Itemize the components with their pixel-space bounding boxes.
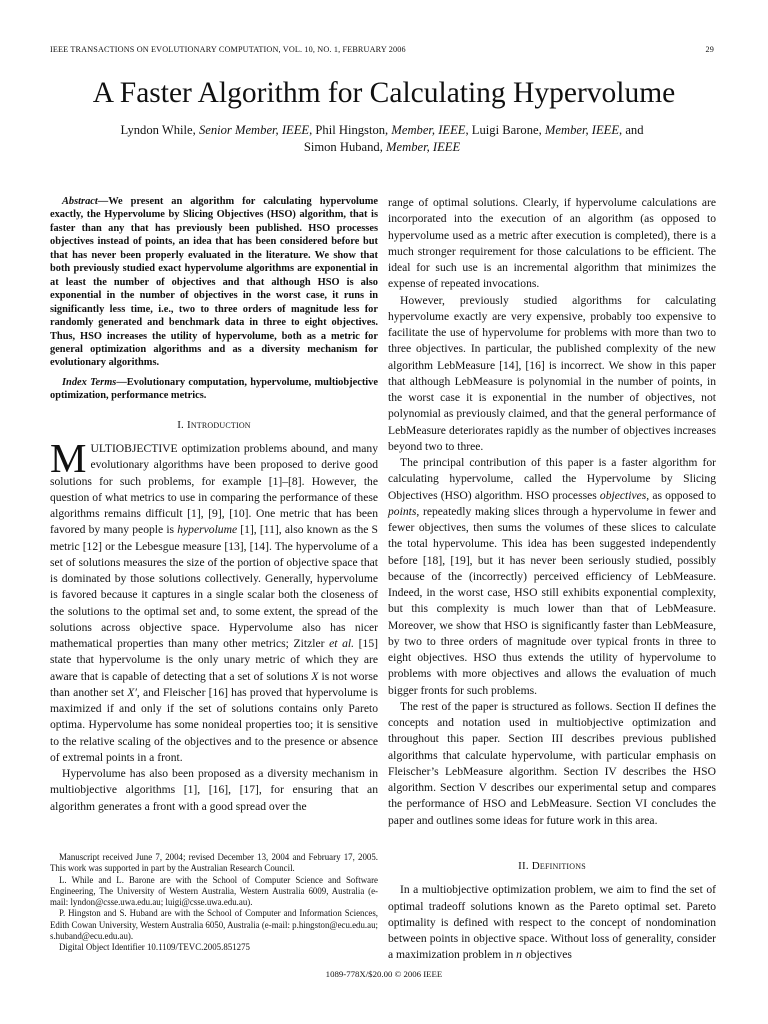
body-paragraph: However, previously studied algorithms for calculating hypervolume exactly are very expensive, probably too expensive to facilitate the use of hypervolume for problems with more than two to three objectives. In particular, the published complexity of the new algorithm LebMeasure [14], [16] is incorrect. We show in this paper that although LebMeasure is polynomial in the number of points, in the worst case it is exponential in the number of objectives, not polynomial as previously claimed, and that the general performance of LebMeasure deteriorates rapidly as the number of objectives increases beyond two to three. bbox=[388, 293, 716, 453]
section-title: Introduction bbox=[186, 418, 251, 431]
author-role: Member, IEEE bbox=[386, 140, 461, 154]
author-name: Simon Huband, bbox=[303, 140, 387, 154]
left-column bbox=[50, 195, 378, 815]
author-role: Senior Member, IEEE bbox=[198, 123, 310, 137]
intro-paragraph-2: Hypervolume has also been proposed as a diversity mechanism in multiobjective algorithms [1], [16], [17], for ensuring that an algorithm generates a front with a good spread over the bbox=[50, 767, 378, 813]
page-number: 29 bbox=[705, 45, 714, 54]
footnote-doi: Digital Object Identifier 10.1109/TEVC.2005.851275 bbox=[59, 942, 250, 953]
section-heading-definitions bbox=[388, 858, 716, 874]
emphasis-objectives: objectives bbox=[599, 488, 647, 502]
right-column bbox=[388, 195, 716, 829]
paper-title: A Faster Algorithm for Calculating Hypervolume bbox=[92, 77, 676, 109]
footnotes bbox=[50, 852, 378, 954]
body-paragraph bbox=[388, 455, 716, 699]
intro-text: optimization problems abound, and many evolutionary algorithms have been proposed to derive good solutions for such problems, for example [1]–[8]. However, the question of what metrics to use in comparing the performance of these algorithms remains difficult [1], [9], [10]. One metric that has been favored by many people is bbox=[50, 442, 378, 537]
journal-info: IEEE TRANSACTIONS ON EVOLUTIONARY COMPUTATION, VOL. 10, NO. 1, FEBRUARY 2006 bbox=[50, 45, 406, 54]
body-text: The principal contribution of this paper is a faster algorithm for calculating hypervolume, called the Hypervolume by Slicing Objectives (HSO) algorithm. HSO processes bbox=[388, 456, 716, 502]
definitions-section bbox=[388, 858, 716, 964]
emphasis-hypervolume: hypervolume bbox=[177, 523, 238, 537]
math-symbol: X bbox=[311, 669, 319, 683]
section-heading-introduction bbox=[50, 417, 378, 433]
abstract-label: Abstract bbox=[62, 196, 98, 207]
body-paragraph: The rest of the paper is structured as follows. Section II defines the concepts and notation used in multiobjective optimization and throughout this paper. Section III describes previous published algorithms that calculate hypervolume, with particular emphasis on Fleischer’s LebMeasure algorithm. Section IV describes the HSO algorithm. Section V describes our experimental setup and compares the performance of HSO and LebMeasure. Section VI concludes the paper and outlines some ideas for future work in this area. bbox=[388, 699, 716, 827]
abstract-text: —We present an algorithm for calculating hypervolume exactly, the Hypervolume by Slicing Objectives (HSO) algorithm, that is faster than any that has previously been published. HSO processes objectives instead of points, an idea that has been considered before but that has never been properly evaluated in the literature. We show that both previously studied exact hypervolume algorithms are exponential in at least the number of objectives and that although HSO is also exponential in the number of objectives in the worst case, it runs in significantly less time, i.e., two to three orders of magnitude less for randomly generated and benchmark data in three to eight objectives. Thus, HSO increases the utility of hypervolume, both as a metric for general optimization algorithms and as a diversity mechanism for evolutionary algorithms. bbox=[50, 196, 378, 369]
copyright-footer: 1089-778X/$20.00 © 2006 IEEE bbox=[325, 969, 443, 979]
emphasis-et-al: et al. bbox=[329, 637, 355, 651]
index-terms-label: Index Terms bbox=[62, 376, 117, 388]
intro-text: [15] state that hypervolume is the only unary metric of which they are aware that is capable of detecting that a set of solutions bbox=[50, 637, 378, 683]
author-role: Member, IEEE bbox=[391, 123, 466, 137]
math-symbol: n bbox=[516, 948, 522, 962]
index-terms bbox=[50, 376, 378, 403]
author-line-2 bbox=[50, 139, 714, 156]
author-connector: , and bbox=[619, 123, 644, 137]
intro-text: [1], [11], also known as the S metric [12] or the Lebesgue measure [13], [14]. The hypervolume of a set of solutions measures the size of the portion of objective space that is dominated by those solutions collectively. Generally, hypervolume is favored because it captures in a single scalar both the closeness of the solutions to the optimal set and, to some extent, the spread of the solutions across objective space. Hypervolume also has nicer mathematical properties than many other metrics; Zitzler bbox=[50, 523, 378, 651]
index-terms-text: —Evolutionary computation, hypervolume, multiobjective optimization, performance metrics. bbox=[50, 376, 378, 402]
definitions-paragraph bbox=[388, 882, 716, 963]
footnote-affiliation-2: P. Hingston and S. Huband are with the School of Computer and Information Sciences, Edith Cowan University, Western Australia 6050, Australia (e-mail: p.hingston@ecu.edu.au; s.huband@ecu.edu.au). bbox=[50, 908, 378, 942]
section-numeral: I. bbox=[177, 418, 187, 431]
intro-text: , and Fleischer [16] has proved that hypervolume is maximized if and only if the set of solutions contains only Pareto optima. Hypervolume has some nonideal properties too; it is sensitive to the relative scaling of the objectives and to the presence or absence of extremal points in a front. bbox=[50, 685, 378, 764]
abstract bbox=[50, 195, 378, 370]
body-text: , as opposed to bbox=[646, 488, 716, 502]
author-name: Lyndon While, bbox=[120, 123, 199, 137]
body-text: In a multiobjective optimization problem, we aim to find the set of optimal tradeoff solutions known as the Pareto optimal set. Pareto optimality is defined with respect to the concept of nondomination between points in objective space. Without loss of generality, consider a maximization problem in bbox=[388, 883, 716, 962]
drop-cap: M bbox=[50, 435, 87, 482]
section-numeral: II. bbox=[518, 860, 532, 872]
body-text: objectives bbox=[521, 948, 572, 962]
author-line-1 bbox=[50, 122, 714, 139]
section-title: Definitions bbox=[531, 860, 586, 872]
footnote-manuscript: Manuscript received June 7, 2004; revised December 13, 2004 and February 17, 2005. This work was supported in part by the Australian Research Council. bbox=[50, 852, 378, 874]
intro-text: is not worse than another set bbox=[50, 669, 378, 699]
author-block bbox=[50, 122, 714, 156]
author-name: , Luigi Barone, bbox=[465, 123, 545, 137]
first-word-rest: ULTIOBJECTIVE bbox=[90, 442, 178, 456]
author-role: Member, IEEE bbox=[544, 123, 620, 137]
body-paragraph: range of optimal solutions. Clearly, if hypervolume calculations are incorporated into the execution of an algorithm (as opposed to hypervolume used as a metric after execution is completed), there is a much stronger requirement for those calculations to be efficient. The ideal for such use is an incremental algorithm that minimizes the expense of repeated invocations. bbox=[388, 196, 716, 291]
intro-paragraph-1 bbox=[50, 435, 378, 766]
emphasis-points: points bbox=[388, 504, 417, 518]
running-header bbox=[50, 45, 714, 54]
body-text: , repeatedly making slices through a hypervolume in fewer and fewer objectives, then sums the volumes of these slices to calculate the total hypervolume. This idea has been suggested independently before [18], [19], but it has never been seriously studied, possibly because of the (incorrectly) perceived efficiency of LebMeasure. Indeed, in the worst case, HSO still exhibits exponential complexity, but this complexity is much lower than that of LebMeasure. Moreover, we show that HSO is significantly faster than LebMeasure, by two to three orders of magnitude over typical fronts in three to eight objectives. HSO thus extends the utility of hypervolume to problems with more objectives and allows the evaluation of much bigger fronts for such problems. bbox=[388, 504, 716, 697]
footnote-affiliation-1: L. While and L. Barone are with the School of Computer Science and Software Engineering, The University of Western Australia, Western Australia 6009, Australia (e-mail: lyndon@csse.uwa.edu.au; luigi@csse.uwa.edu.au). bbox=[50, 874, 378, 908]
author-name: , Phil Hingston, bbox=[309, 123, 392, 137]
math-symbol: X′ bbox=[127, 685, 137, 699]
